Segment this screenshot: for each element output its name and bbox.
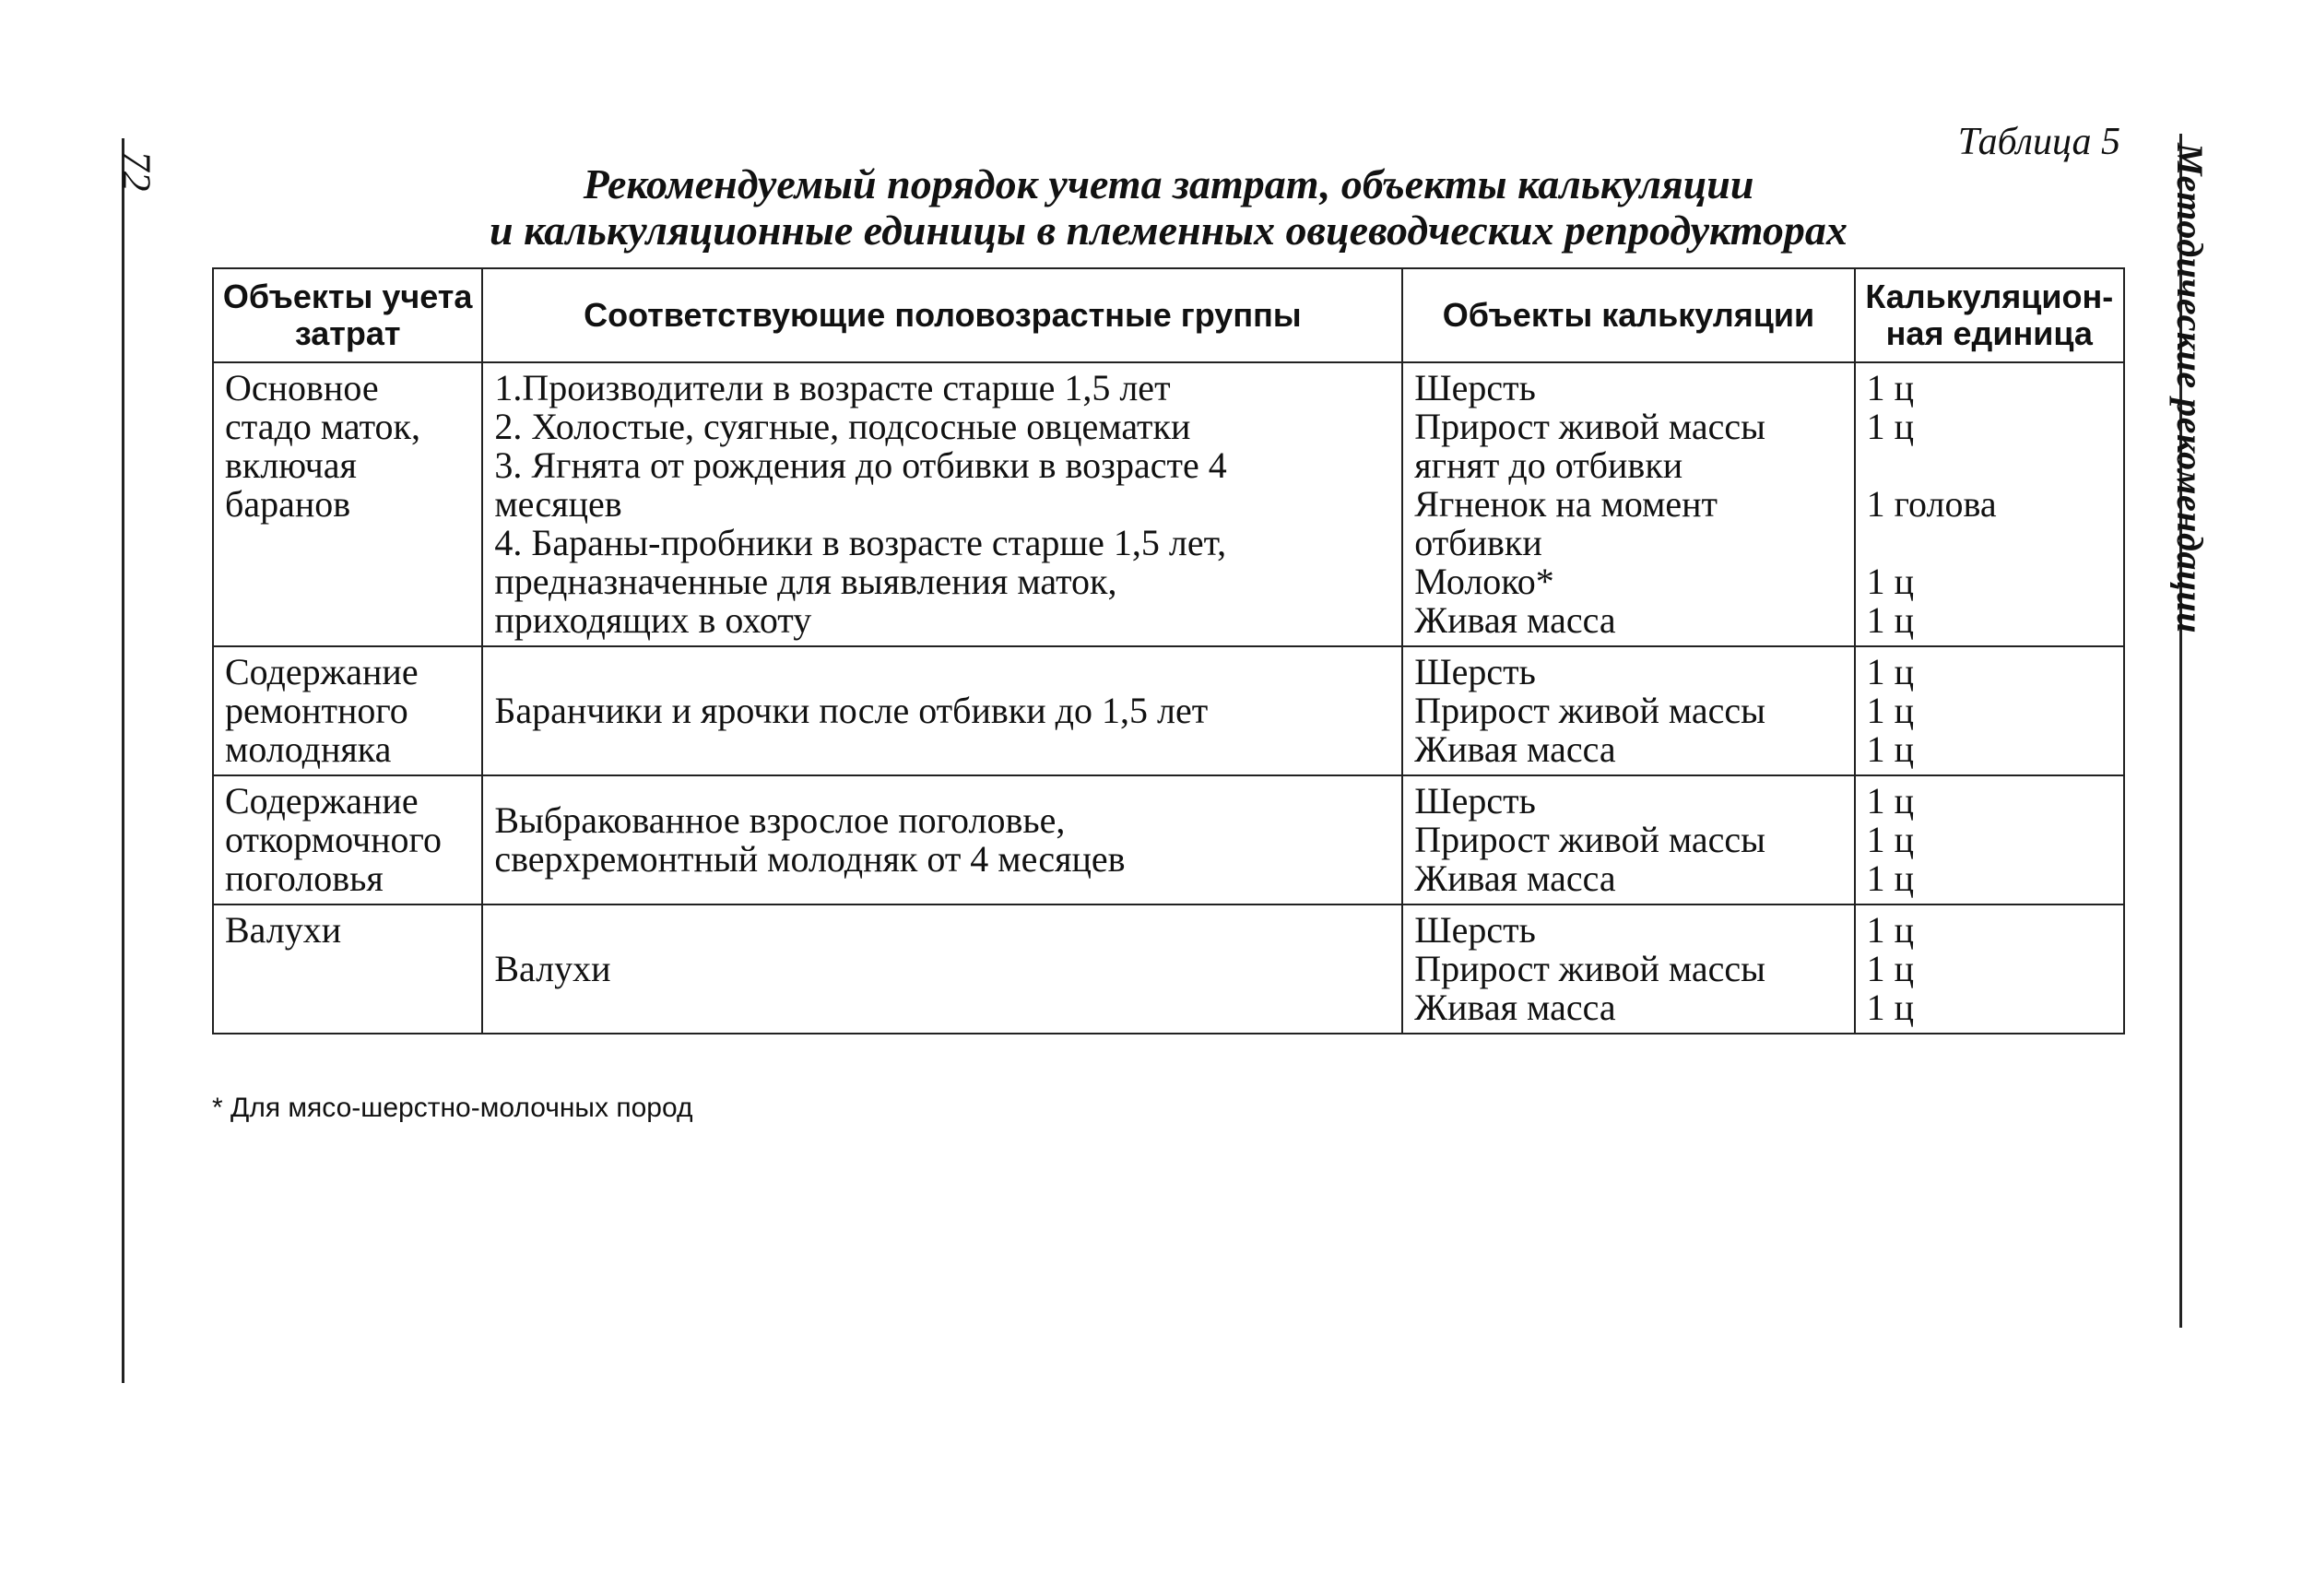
calc-unit-line: 1 ц	[1866, 819, 1915, 860]
age-groups-cell	[482, 775, 1402, 904]
cost-object-line: молодняка	[225, 728, 392, 770]
calc-units-cell	[1855, 775, 2124, 904]
age-group-line: Валухи	[494, 948, 611, 989]
calc-object-line: Прирост живой массы	[1414, 406, 1766, 447]
calc-object-line: Прирост живой массы	[1414, 819, 1766, 860]
age-groups-cell	[482, 904, 1402, 1034]
header-age-groups: Соответствующие половозрастные группы	[482, 268, 1402, 362]
calc-object-line: Живая масса	[1414, 599, 1616, 641]
header-calc-objects: Объекты калькуляции	[1402, 268, 1854, 362]
title-line-2: и калькуляционные единицы в племенных овцеводческих репродукторах	[490, 207, 1848, 254]
calc-object-line: Шерсть	[1414, 909, 1536, 951]
cost-object-cell	[213, 362, 482, 646]
calc-unit-line: 1 ц	[1866, 406, 1915, 447]
cost-accounting-table	[212, 267, 2125, 1034]
calc-units-cell	[1855, 646, 2124, 775]
cost-object-line: стадо маток,	[225, 406, 420, 447]
age-group-line: 1.Производители в возрасте старше 1,5 лет	[494, 367, 1171, 408]
calc-unit-line: 1 ц	[1866, 948, 1915, 989]
cost-object-line: Основное	[225, 367, 379, 408]
age-group-line: сверхремонтный молодняк от 4 месяцев	[494, 838, 1126, 880]
calc-unit-line: 1 ц	[1866, 561, 1915, 602]
cost-object-line: Содержание	[225, 651, 419, 692]
age-group-line: 4. Бараны-пробники в возрасте старше 1,5 лет,	[494, 522, 1227, 563]
cost-object-line: ремонтного	[225, 690, 408, 731]
calc-units-cell	[1855, 904, 2124, 1034]
age-group-line: месяцев	[494, 483, 622, 525]
calc-unit-spacer	[1867, 524, 2112, 562]
cost-object-cell	[213, 904, 482, 1034]
calc-unit-line: 1 ц	[1866, 690, 1915, 731]
age-group-line: Баранчики и ярочки после отбивки до 1,5 лет	[494, 690, 1209, 731]
title-line-1: Рекомендуемый порядок учета затрат, объекты калькуляции	[583, 160, 1754, 207]
cost-object-cell	[213, 646, 482, 775]
calc-unit-line: 1 ц	[1866, 780, 1915, 822]
cost-object-line: Валухи	[225, 909, 342, 951]
cost-object-line: откормочного	[225, 819, 442, 860]
header-calc-unit: Калькуляцион-ная единица	[1855, 268, 2124, 362]
calc-unit-line: 1 ц	[1866, 367, 1915, 408]
calc-object-line: Прирост живой массы	[1414, 690, 1766, 731]
table-row	[213, 904, 2124, 1034]
calc-object-line: Шерсть	[1414, 651, 1536, 692]
age-group-line: предназначенные для выявления маток,	[494, 561, 1117, 602]
calc-object-line: Живая масса	[1414, 987, 1616, 1028]
age-group-line: приходящих в охоту	[494, 599, 812, 641]
cost-object-line: включая	[225, 444, 357, 486]
table-row	[213, 646, 2124, 775]
calc-object-line: Прирост живой массы	[1414, 948, 1766, 989]
table-header-row	[213, 268, 2124, 362]
running-head: Методические рекомендации	[2169, 143, 2211, 634]
table-row	[213, 775, 2124, 904]
table-row	[213, 362, 2124, 646]
calc-object-line: Живая масса	[1414, 857, 1616, 899]
cost-object-line: баранов	[225, 483, 351, 525]
left-margin-rule	[122, 138, 124, 1383]
calc-object-line: отбивки	[1414, 522, 1542, 563]
page-number: 72	[113, 150, 159, 192]
calc-unit-line: 1 ц	[1866, 857, 1915, 899]
age-group-line: 3. Ягнята от рождения до отбивки в возрасте 4	[494, 444, 1227, 486]
calc-unit-line: 1 ц	[1866, 987, 1915, 1028]
calc-objects-cell	[1402, 904, 1854, 1034]
calc-unit-line: 1 ц	[1866, 599, 1915, 641]
calc-objects-cell	[1402, 362, 1854, 646]
cost-object-cell	[213, 775, 482, 904]
age-groups-cell	[482, 646, 1402, 775]
cost-object-line: поголовья	[225, 857, 384, 899]
table-label: Таблица 5	[1957, 121, 2120, 163]
header-cost-objects: Объекты учета затрат	[213, 268, 482, 362]
calc-unit-spacer	[1867, 446, 2112, 485]
calc-unit-line: 1 голова	[1866, 483, 1997, 525]
calc-objects-cell	[1402, 775, 1854, 904]
calc-object-line: Шерсть	[1414, 780, 1536, 822]
age-group-line: 2. Холостые, суягные, подсосные овцематки	[494, 406, 1191, 447]
calc-object-line: Живая масса	[1414, 728, 1616, 770]
table-title	[212, 161, 2125, 254]
calc-object-line: ягнят до отбивки	[1414, 444, 1683, 486]
table-footnote: * Для мясо-шерстно-молочных пород	[212, 1093, 693, 1123]
calc-units-cell	[1855, 362, 2124, 646]
cost-object-line: Содержание	[225, 780, 419, 822]
calc-unit-line: 1 ц	[1866, 651, 1915, 692]
calc-unit-line: 1 ц	[1866, 728, 1915, 770]
age-groups-cell	[482, 362, 1402, 646]
calc-unit-line: 1 ц	[1866, 909, 1915, 951]
calc-object-line: Молоко*	[1414, 561, 1554, 602]
calc-objects-cell	[1402, 646, 1854, 775]
calc-object-line: Шерсть	[1414, 367, 1536, 408]
calc-object-line: Ягненок на момент	[1414, 483, 1718, 525]
age-group-line: Выбракованное взрослое поголовье,	[494, 799, 1066, 841]
